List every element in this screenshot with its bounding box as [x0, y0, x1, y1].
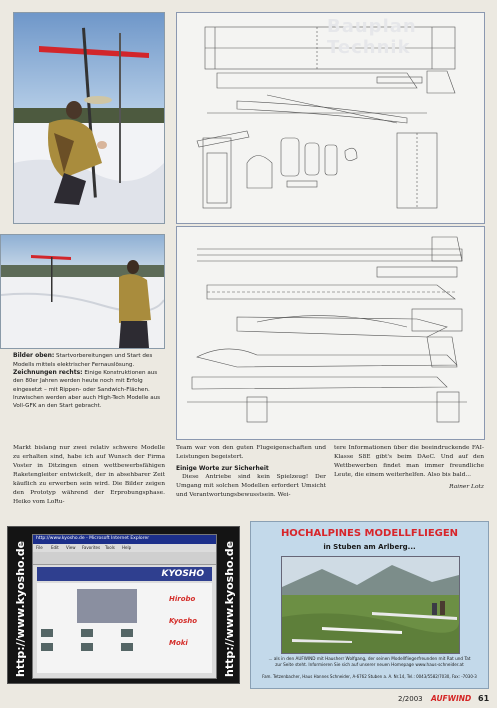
kyosho-site-body — [37, 583, 212, 673]
ad-photo — [281, 556, 460, 654]
caption-heading-photos: Bilder oben: — [13, 352, 55, 359]
article-column-2-paragraph-1: Team war von den guten Flugeigenschaften und Leistungen begeistert. — [176, 445, 326, 460]
kyosho-brand: KYOSHO — [161, 569, 204, 579]
product-thumb-1 — [41, 629, 53, 637]
footer-page-number: 61 — [478, 694, 490, 703]
menu-file: File — [36, 545, 43, 550]
sidebar-logo-moki: Moki — [169, 639, 188, 647]
article-column-1 — [13, 444, 165, 507]
footer-magazine: AUFWIND — [431, 694, 472, 703]
article-column-3 — [334, 444, 484, 492]
photo-launch-preparation-image — [14, 13, 164, 223]
footer-issue: 2/2003 — [398, 695, 423, 703]
menu-edit: Edit — [51, 545, 59, 550]
kyosho-product-photo — [77, 589, 137, 623]
drawings-watermark: Bauplan Technik — [327, 16, 417, 58]
photo-launch-image — [1, 235, 164, 348]
article-column-2 — [176, 444, 326, 500]
safety-subheading: Einige Worte zur Sicherheit — [176, 464, 269, 472]
kyosho-ad-url-right: http://www.kyosho.de — [223, 540, 236, 677]
construction-drawing-bottom — [176, 226, 485, 440]
article-author: Rainer Lotz — [449, 483, 484, 490]
page-footer — [398, 694, 494, 706]
browser-toolbar — [33, 552, 216, 565]
menu-view: View — [66, 545, 76, 550]
menu-help: Help — [122, 545, 132, 550]
browser-title-text: http://www.kyosho.de - Microsoft Internet Explorer — [36, 536, 150, 541]
sidebar-logo-kyosho: Kyosho — [169, 617, 198, 625]
photo-launch-preparation — [13, 12, 165, 224]
ad-subtitle: in Stuben am Arlberg... — [323, 543, 416, 551]
sidebar-logo-hirobo: Hirobo — [169, 595, 196, 603]
caption-text-photos: Startvorbereitungen und Start des Modells mittels elektrischer Fernauslösung. — [13, 353, 153, 368]
menu-favorites: Favorites — [82, 545, 101, 550]
product-thumb-4 — [41, 643, 53, 651]
kyosho-site-header — [37, 567, 212, 581]
product-thumb-6 — [121, 643, 133, 651]
product-thumb-2 — [81, 629, 93, 637]
construction-drawing-top — [176, 12, 485, 224]
photo-caption — [13, 352, 165, 410]
browser-title-bar — [33, 535, 216, 544]
product-thumb-5 — [81, 643, 93, 651]
ad-title: HOCHALPINES MODELLFLIEGEN — [280, 528, 459, 539]
ad-photo-image — [282, 557, 459, 653]
ad-address: Fam. Tetzenbacher, Haus Hannes Schneider, A-6762 Stuben a. A. Nr.14, Tel.: 0043/5582/7030, Fax: -7030-3 — [262, 674, 477, 679]
article-column-3-text: tere Informationen über die beeindruckende FAI-Klasse S8E gibt's beim DAeC. Und auf den Wettbewerben findet man immer freundliche Leute, die einem weiterhelfen. Also bis bald... — [334, 445, 484, 478]
caption-text-drawings: Einige Konstruktionen aus den 80er Jahren werden heute noch mit Erfolg eingesetzt – mit Rippen- oder Sandwich-Flächen. Inzwischen werden aber auch High-Tech Modelle aus Voll-GFK an den Start gebracht. — [13, 369, 161, 409]
article-column-1-text: Markt bislang nur zwei relativ schwere Modelle zu erhalten sind, habe ich auf Wunsch der Firma Voster in Ditzingen einen wettbewerbsfähigen Raketengleiter entwickelt, der in absehbarer Zeit käuflich zu erwerben sein wird. Die Bilder zeigen den Prototyp während der Erprobungsphase. Heiko vom LoRu- — [13, 445, 165, 505]
kyosho-ad-url-left: http://www.kyosho.de — [14, 540, 27, 677]
caption-heading-drawings: Zeichnungen rechts: — [13, 368, 83, 376]
product-thumb-3 — [121, 629, 133, 637]
kyosho-browser-window — [32, 534, 217, 679]
browser-menu-bar — [33, 544, 216, 552]
menu-tools: Tools — [105, 545, 115, 550]
construction-drawing-bottom-plan — [177, 227, 484, 439]
article-column-2-paragraph-2: Diese Antriebe sind kein Spielzeug! Der Umgang mit solchen Modellen erfordert Umsicht und Verantwortungsbewusstsein. Wei- — [176, 474, 326, 498]
kyosho-site-sidebar — [167, 587, 209, 671]
ad-blurb: ... als in den AUFWIND mit Hausherr Wolfgang, der seinen Modellfliegerfreunden mit Rat und Tat zur Seite steht. Informieren Sie sich auf unserer neuen Homepage www.haus-schneider.at — [268, 656, 471, 667]
photo-launch — [0, 234, 165, 349]
kyosho-ad — [7, 526, 240, 684]
hochalpines-ad — [250, 521, 489, 689]
kyosho-product-grid — [41, 629, 161, 669]
